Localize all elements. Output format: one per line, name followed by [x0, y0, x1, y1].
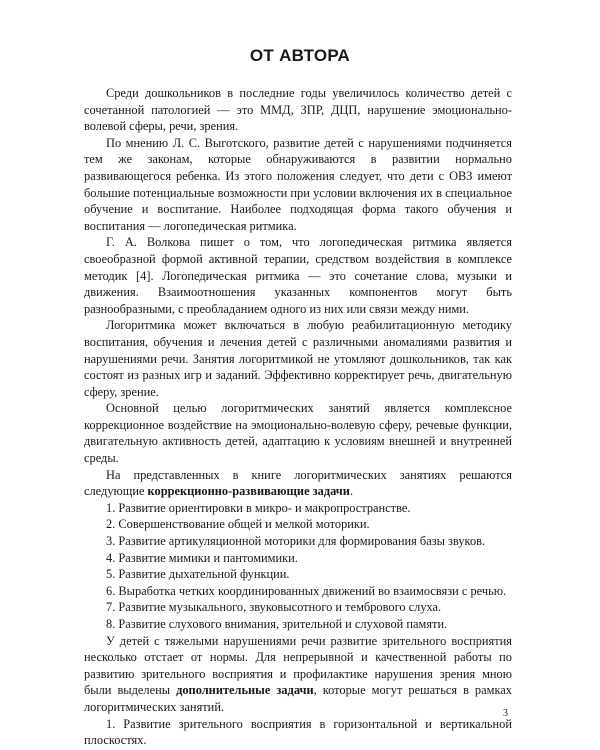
list-item: 6. Выработка четких координированных движений во взаимосвязи с речью. — [106, 583, 507, 598]
list-item: 5. Развитие дыхательной функции. — [106, 567, 290, 582]
paragraph: Среди дошкольников в последние годы увеличилось количество детей с сочетанной патологией — это ММД, ЗПР, ДЦП, нарушение эмоционально-волевой сферы, речи, зрения. — [84, 86, 512, 134]
text-span: У детей с тяжелыми нарушениями речи развитие зрительного восприятия несколько отстает от нормы. Для непрерывной и качественной работы по развитию зрительного восприятия и профилактике нарушения зрения мною были выделены — [84, 633, 512, 698]
page-number: 3 — [503, 708, 508, 719]
list-item: 1. Развитие зрительного восприятия в горизонтальной и вертикальной плоскостях. — [84, 716, 512, 748]
list-item: 7. Развитие музыкального, звуковысотного и тембрового слуха. — [106, 600, 442, 615]
paragraph-extra-tasks — [84, 633, 512, 716]
list-item: 3. Развитие артикуляционной моторики для формирования базы звуков. — [106, 534, 486, 549]
paragraph: Логоритмика может включаться в любую реабилитационную методику воспитания, обучения и лечения детей с различными аномалиями развития и нарушениями речи. Занятия логоритмикой не утомляют дошкольников, так как состоят из разных игр и заданий. Эффективно корректирует речь, двигательную сферу, зрение. — [84, 318, 512, 399]
text-span: . — [349, 484, 354, 499]
list-item: 2. Совершенствование общей и мелкой моторики. — [106, 517, 370, 532]
paragraph: По мнению Л. С. Выготского, развитие детей с нарушениями подчиняется тем же законам, которые обнаруживаются в развитии нормально развивающегося ребенка. Из этого положения следует, что дети с ОВЗ имеют большие потенциальные возможности при условии включения их в специальное обучение и воспитание. Наиболее подходящая форма такого обучения и воспитания — логопедическая ритмика. — [84, 135, 512, 233]
list-item: 1. Развитие ориентировки в микро- и макропространстве. — [106, 500, 411, 515]
list-item: 4. Развитие мимики и пантомимики. — [106, 550, 298, 565]
bold-term: коррекционно-развивающие задачи — [147, 484, 350, 499]
bold-term: дополнительные задачи — [176, 683, 314, 698]
text-span: На представленных в книге логоритмических занятиях решаются следующие — [84, 467, 512, 499]
text-span: , которые могут решаться в рамках логоритмических занятий. — [84, 683, 512, 714]
paragraph-tasks-intro — [84, 467, 512, 500]
page-title: ОТ АВТОРА — [249, 46, 351, 65]
paragraph: Г. А. Волкова пишет о том, что логопедическая ритмика является своеобразной формой активной терапии, средством воздействия в комплексе методик [4]. Логопедическая ритмика — это сочетание слова, музыки и движения. Взаимоотношения указанных компонентов могут быть разнообразными, с преобладанием одного из них или связи между ними. — [84, 235, 512, 316]
list-item: 8. Развитие слухового внимания, зрительной и слуховой памяти. — [106, 617, 448, 631]
body-text — [84, 85, 512, 749]
paragraph: Основной целью логоритмических занятий является комплексное коррекционное воздействие на эмоционально-волевую сферу, речевые функции, двигательную активность детей, адаптацию к условиям внешней и внутренней среды. — [84, 401, 512, 466]
